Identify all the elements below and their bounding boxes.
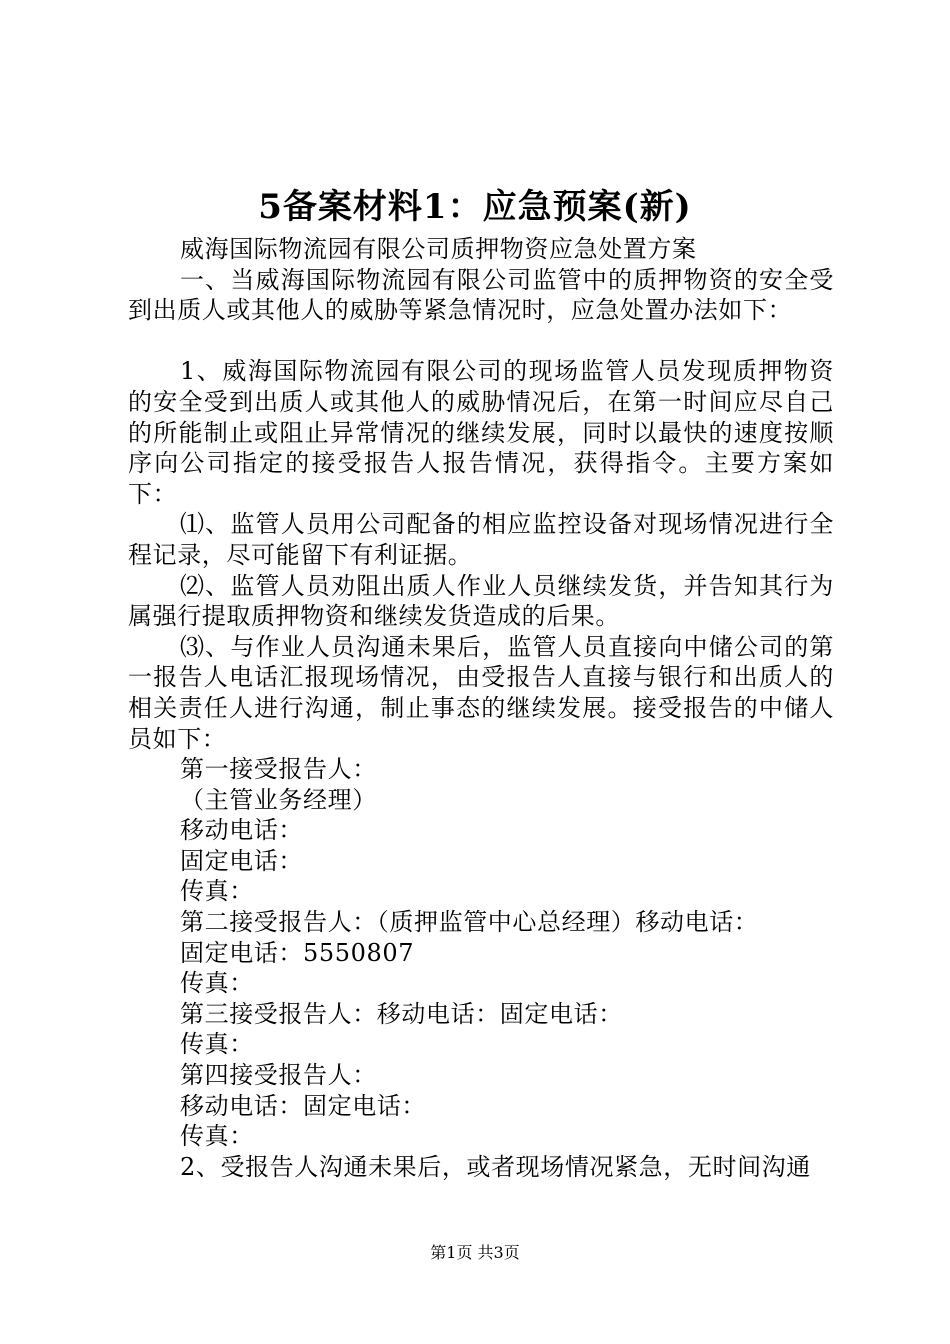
contact-line: 第三接受报告人：移动电话：固定电话： xyxy=(180,999,623,1028)
list-item-dissuade: ⑵、监管人员劝阻出质人作业人员继续发货，并告知其行为属强行提取质押物资和继续发货造成的后果。 xyxy=(128,571,834,631)
document-body xyxy=(128,234,834,1182)
contact-line: 固定电话：5550807 xyxy=(180,938,415,967)
contact-line: 第二接受报告人：（质押监管中心总经理）移动电话： xyxy=(180,908,759,937)
contact-line: 第四接受报告人： xyxy=(180,1061,377,1090)
contact-line: （主管业务经理） xyxy=(180,785,377,814)
contact-line: 第一接受报告人： xyxy=(180,755,377,784)
contact-line: 传真： xyxy=(180,969,254,998)
page-number-footer: 第1页 共3页 xyxy=(430,1243,520,1262)
paragraph-step-two: 2、受报告人沟通未果后，或者现场情况紧急，无时间沟通 xyxy=(180,1152,811,1181)
subtitle: 威海国际物流园有限公司质押物资应急处置方案 xyxy=(180,235,697,263)
list-item-report: ⑶、与作业人员沟通未果后，监管人员直接向中储公司的第一报告人电话汇报现场情况，由受报告人直接与银行和出质人的相关责任人进行沟通，制止事态的继续发展。接受报告的中储人员如下： xyxy=(128,632,834,753)
list-item-record: ⑴、监管人员用公司配备的相应监控设备对现场情况进行全程记录，尽可能留下有利证据。 xyxy=(128,510,834,569)
contact-line: 传真： xyxy=(180,1030,254,1059)
blank-line xyxy=(128,326,834,357)
paragraph-section-one: 一、当威海国际物流园有限公司监管中的质押物资的安全受到出质人或其他人的威胁等紧急情况时，应急处置办法如下： xyxy=(128,265,834,325)
contact-line: 移动电话： xyxy=(180,816,303,845)
contact-line: 固定电话： xyxy=(180,846,303,875)
contact-line: 移动电话：固定电话： xyxy=(180,1091,426,1120)
paragraph-step-one: 1、威海国际物流园有限公司的现场监管人员发现质押物资的安全受到出质人或其他人的威胁情况后，在第一时间应尽自己的所能制止或阻止异常情况的继续发展，同时以最快的速度按顺序向公司指定的接受报告人报告情况，获得指令。主要方案如下： xyxy=(128,357,834,508)
document-title: 5备案材料1：应急预案(新) xyxy=(258,187,692,227)
contact-line: 传真： xyxy=(180,1122,254,1151)
contact-line: 传真： xyxy=(180,877,254,906)
